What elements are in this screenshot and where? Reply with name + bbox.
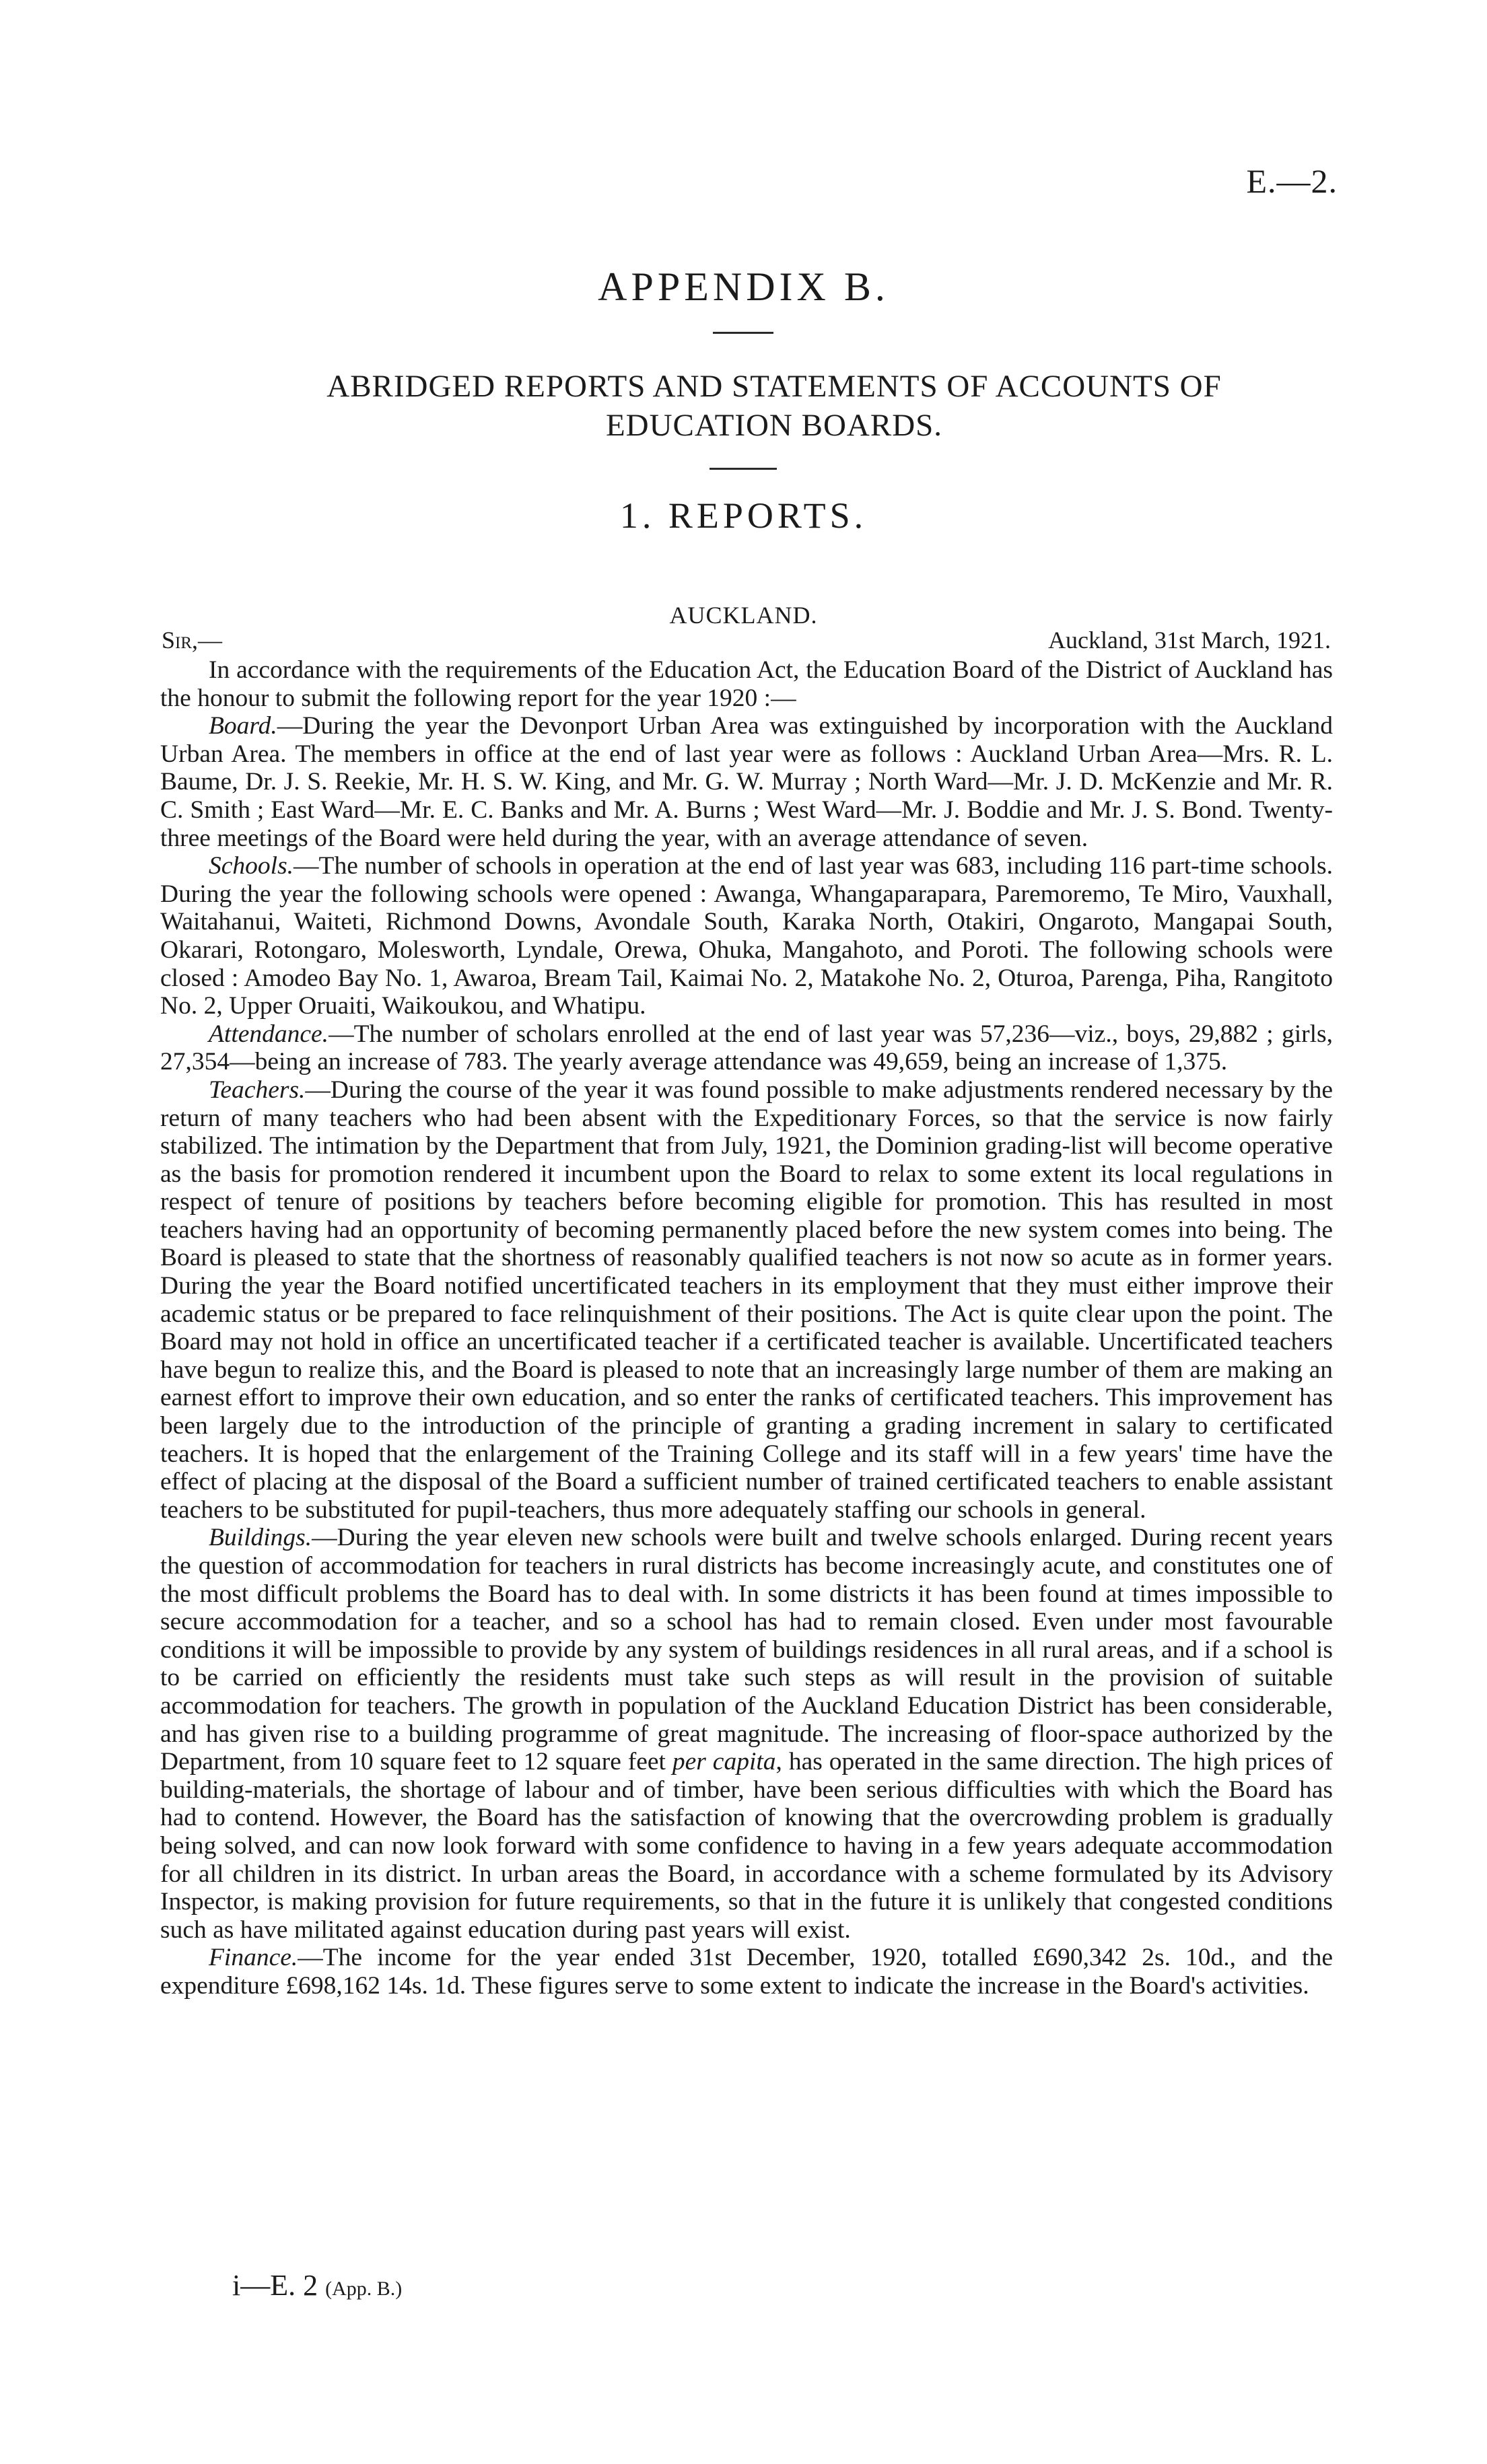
signature-note: (App. B.) — [325, 2278, 403, 2300]
board-paragraph — [160, 712, 1333, 852]
schools-text: —The number of schools in operation at the end of last year was 683, including 116 part-time schools. During the year the following schools were opened : Awanga, Whangaparapara, Paremoremo, Te Miro, Vauxhall, Waitahanui, Waiteti, Richmond Downs, Avondale South, Karaka North, Otakiri, Ongaroto, Mangapai South, Okarari, Rotongaro, Molesworth, Lyndale, Orewa, Ohuka, Mangahoto, and Poroti. The following schools were closed : Amodeo Bay No. 1, Awaroa, Bream Tail, Kaimai No. 2, Matakohe No. 2, Oturoa, Parenga, Piha, Rangitoto No. 2, Upper Oruaiti, Waikoukou, and Whatipu. — [160, 852, 1333, 1020]
schools-heading: Schools. — [209, 852, 294, 880]
buildings-heading: Buildings. — [209, 1524, 312, 1552]
region-heading: AUCKLAND. — [669, 602, 818, 629]
report-body — [160, 656, 1333, 2000]
document-heading — [222, 367, 1326, 445]
teachers-paragraph — [160, 1076, 1333, 1524]
divider-rule — [713, 332, 773, 334]
teachers-heading: Teachers. — [209, 1076, 306, 1104]
board-heading: Board. — [209, 712, 277, 740]
finance-text: —The income for the year ended 31st December, 1920, totalled £690,342 2s. 10d., and the expenditure £698,162 14s. 1d. These figures serve to some extent to indicate the increase in the Board's activities. — [160, 1944, 1333, 2000]
heading-line-1: ABRIDGED REPORTS AND STATEMENTS OF ACCOUNTS OF — [326, 369, 1222, 404]
page-reference: E.—2. — [1246, 162, 1338, 200]
attendance-text: —The number of scholars enrolled at the end of last year was 57,236—viz., boys, 29,882 ; girls, 27,354—being an increase of 783. The yearly average attendance was 49,659, being an increase of 1,375. — [160, 1020, 1333, 1076]
appendix-title: APPENDIX B. — [598, 265, 889, 309]
schools-paragraph — [160, 852, 1333, 1020]
divider-rule — [710, 468, 777, 470]
buildings-text: —During the year eleven new schools were built and twelve schools enlarged. During recent years the question of accommodation for teachers in rural districts has become increasingly acute, and constitutes one of the most difficult problems the Board has to deal with. In some districts it has been found at times impossible to secure accommodation for a teacher, and so a school has had to remain closed. Even under most favourable conditions it will be impossible to provide by any system of buildings residences in all rural areas, and if a school is to be carried on efficiently the residents must take such steps as will result in the provision of suitable accommodation for teachers. The growth in population of the Auckland Education District has been considerable, and has given rise to a building programme of great magnitude. The increasing of floor-space authorized by the Department, from 10 square feet to 12 square feet — [160, 1524, 1333, 1776]
buildings-paragraph — [160, 1524, 1333, 1944]
salutation: Sir,— — [162, 627, 223, 654]
signature-mark: i—E. 2 — [232, 2269, 318, 2302]
section-title: 1. REPORTS. — [619, 495, 868, 536]
attendance-heading: Attendance. — [209, 1020, 329, 1048]
page-signature — [232, 2268, 402, 2302]
heading-line-2: EDUCATION BOARDS. — [605, 408, 943, 443]
attendance-paragraph — [160, 1020, 1333, 1076]
buildings-text-continued: , has operated in the same direction. The high prices of building-materials, the shortage of labour and of timber, have been serious difficulties with which the Board has had to contend. However, the Board has the satisfaction of knowing that the overcrowding problem is gradually being solved, and can now look forward with some confidence to having in a few years adequate accommodation for all children in its district. In urban areas the Board, in accordance with a scheme formulated by its Advisory Inspector, is making provision for future requirements, so that in the future it is unlikely that congested conditions such as have militated against education during past years will exist. — [160, 1748, 1333, 1944]
intro-paragraph: In accordance with the requirements of the Education Act, the Education Board of the District of Auckland has the honour to submit the following report for the year 1920 :— — [160, 656, 1333, 712]
report-date: Auckland, 31st March, 1921. — [1048, 627, 1331, 654]
teachers-text: —During the course of the year it was found possible to make adjustments rendered necessary by the return of many teachers who had been absent with the Expeditionary Forces, so that the service is now fairly stabilized. The intimation by the Department that from July, 1921, the Dominion grading-list will become operative as the basis for promotion rendered it incumbent upon the Board to relax to some extent its local regulations in respect of tenure of positions by teachers before becoming eligible for promotion. This has resulted in most teachers having had an opportunity of becoming permanently placed before the new system comes into being. The Board is pleased to state that the shortness of reasonably qualified teachers is not now so acute as in former years. During the year the Board notified uncertificated teachers in its employment that they must either improve their academic status or be prepared to face relinquishment of their positions. The Act is quite clear upon the point. The Board may not hold in office an uncertificated teacher if a certificated teacher is available. Uncertificated teachers have begun to realize this, and the Board is pleased to note that an increasingly large number of them are making an earnest effort to improve their own education, and so enter the ranks of certificated teachers. This improvement has been largely due to the introduction of the principle of granting a grading increment in salary to certificated teachers. It is hoped that the enlargement of the Training College and its staff will in a few years' time have the effect of placing at the disposal of the Board a sufficient number of trained certificated teachers to enable assistant teachers to be substituted for pupil-teachers, thus more adequately staffing our schools in general. — [160, 1076, 1333, 1524]
per-capita-phrase: per capita — [672, 1748, 776, 1776]
finance-paragraph — [160, 1944, 1333, 2000]
board-text: —During the year the Devonport Urban Area was extinguished by incorporation with the Auckland Urban Area. The members in office at the end of last year were as follows : Auckland Urban Area—Mrs. R. L. Baume, Dr. J. S. Reekie, Mr. H. S. W. King, and Mr. G. W. Murray ; North Ward—Mr. J. D. McKenzie and Mr. R. C. Smith ; East Ward—Mr. E. C. Banks and Mr. A. Burns ; West Ward—Mr. J. Boddie and Mr. J. S. Bond. Twenty-three meetings of the Board were held during the year, with an average attendance of seven. — [160, 712, 1333, 852]
finance-heading: Finance. — [209, 1944, 298, 1972]
